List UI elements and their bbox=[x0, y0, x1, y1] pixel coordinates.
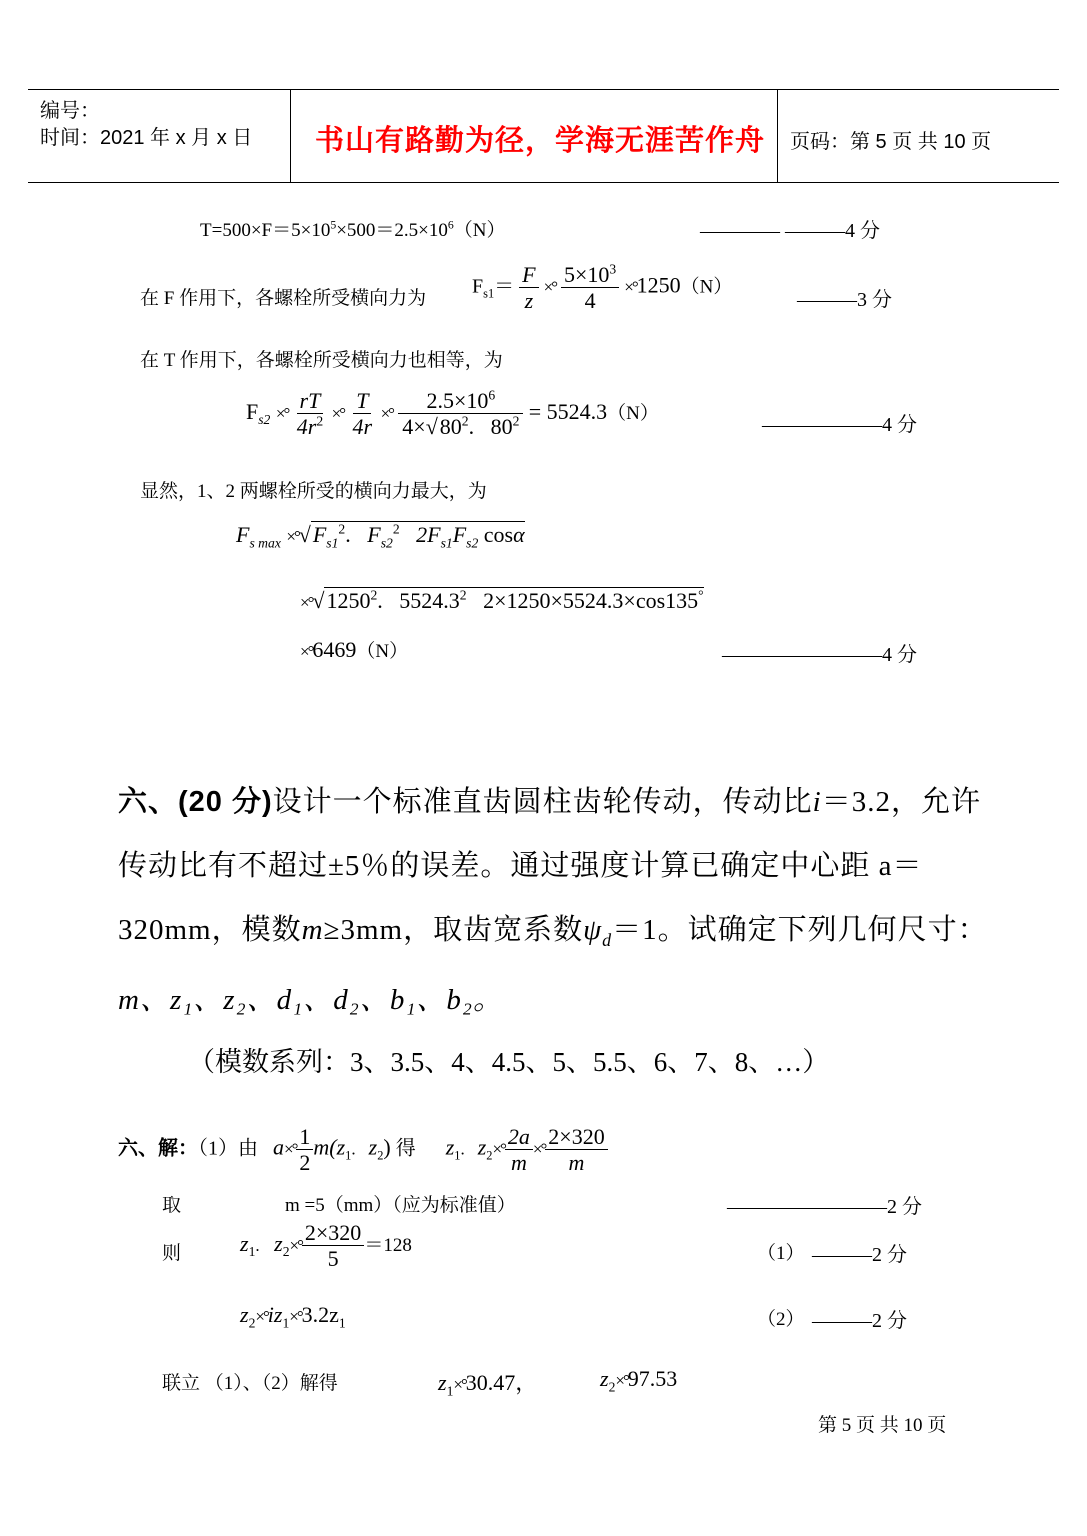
header-top-rule bbox=[28, 89, 1059, 90]
fmax-score: ————————4 分 bbox=[722, 644, 917, 666]
solution-vi-step-1: 六、解：（1）由 a×° $\frac{1}{2}$ $m(z_1$. $z_2$) 得 $z_1$. $z_2\times^\circ$ $\frac{2a}{m}$ ×° $\frac{2\times 320}{m}$ bbox=[118, 1124, 608, 1176]
problem-vi-line-3: 320mm，模数m≥3mm，取齿宽系数$\psi_d=1$。试确定下列几何尺寸： bbox=[118, 914, 988, 950]
solution-vi-label: 六、解： bbox=[118, 1137, 198, 1160]
header-motto: 书山有路勤为径，学海无涯苦作舟 bbox=[315, 125, 766, 157]
problem-vi-line-2: 传动比有不超过±5％的误差。通过强度计算已确定中心距 a＝ bbox=[118, 850, 923, 882]
then-formula: $z_1$. $z_2\times^\circ$ $\frac{2\times 320}{5}$ ＝128 bbox=[240, 1220, 412, 1272]
take-text: m =5（mm）（应为标准值） bbox=[285, 1195, 516, 1216]
force-f-value-fraction: $\frac{5\times 10^3}{4}$ bbox=[561, 262, 619, 314]
force-f-score: ———3 分 bbox=[797, 289, 892, 311]
fs2-fraction-1: $\frac{rT}{4r^2}$ bbox=[296, 388, 324, 440]
problem-vi-line-1: 六、(20 分)设计一个标准直齿圆柱齿轮传动，传动比i＝3.2，允许 bbox=[118, 786, 981, 818]
header-divider-right bbox=[777, 89, 778, 182]
header-bottom-rule bbox=[28, 182, 1059, 183]
fmax-result: ×°6469（N） bbox=[300, 637, 409, 662]
fs2-fraction-3: $\frac{2.5\times 10^6}{4\times√80^2. 80^2}$ bbox=[398, 388, 523, 440]
torque-line-score: ———— ———4 分 bbox=[700, 220, 880, 242]
fmax-substitution: $\times^\circ√1250^2$. 5524.3$^2$ 2×1250×5524.3×cos135° bbox=[300, 587, 704, 613]
header-time-label: 时间：2021 年 x 月 x 日 bbox=[40, 127, 253, 149]
then-label: 则 bbox=[162, 1243, 182, 1264]
header-divider-left bbox=[290, 89, 291, 182]
force-f-text: 在 F 作用下，各螺栓所受横向力为 bbox=[140, 288, 427, 309]
force-t-text: 在 T 作用下，各螺栓所受横向力也相等，为 bbox=[140, 350, 503, 371]
fs2-formula: $F_{s2}$ ×° $\frac{rT}{4r^2}$ ×° $\frac{T}{4r}$ ×° $\frac{2.5\times 10^6}{4\times√80^2. 80^2}$ = 5524.3（N） bbox=[246, 387, 659, 440]
torque-line: $T=500\times F=5\times 10^5\times 500=2.5\times 10^6(N)$ bbox=[200, 218, 506, 241]
z2-relation: $z_2\times^\circ iz_1\times^\circ 3.2z_1$ bbox=[240, 1302, 346, 1331]
module-series: （模数系列：3、3.5、4、4.5、5、5.5、6、7、8、…） bbox=[188, 1047, 830, 1077]
fs2-score: ——————4 分 bbox=[762, 414, 917, 436]
joint-text: 联立 （1）、（2）解得 bbox=[162, 1373, 338, 1394]
footer-page-number: 第 5 页 共 10 页 bbox=[818, 1415, 947, 1436]
z2-eq-number: （2） bbox=[757, 1309, 805, 1330]
then-eq-number: （1） bbox=[757, 1243, 805, 1264]
joint-z2-result: $z_2\times^\circ 97.53$ bbox=[600, 1366, 678, 1395]
z2-score: ———2 分 bbox=[812, 1310, 907, 1332]
take-label: 取 bbox=[162, 1195, 182, 1216]
fmax-formula: $F_{s max} \times^\circ√F_{s1}^2$. $F_{s2}^2$ $2F_{s1}F_{s2}$ cosα bbox=[236, 521, 525, 551]
problem-vi-line-4: m、z₁、z₂、d₁、d₂、b₁、b₂。 bbox=[118, 984, 504, 1016]
header-page-info: 页码：第 5 页 共 10 页 bbox=[790, 131, 992, 153]
force-f-formula: $F_{s1}=$ $\frac{F}{z}$ ×° $\frac{5\times 10^3}{4}$ ×°1250（N） bbox=[472, 261, 733, 314]
fs2-fraction-2: $\frac{T}{4r}$ bbox=[352, 388, 373, 440]
joint-z1-result: $z_1\times^\circ 30.47$， bbox=[438, 1370, 538, 1399]
problem-vi-heading: 六、(20 分) bbox=[118, 786, 273, 818]
header-serial-label: 编号： bbox=[40, 100, 100, 122]
force-f-fraction: $\frac{F}{z}$ bbox=[519, 262, 538, 314]
take-score: ————————2 分 bbox=[727, 1196, 922, 1218]
max-force-text: 显然，1、2 两螺栓所受的横向力最大，为 bbox=[140, 481, 487, 502]
then-score: ———2 分 bbox=[812, 1244, 907, 1266]
